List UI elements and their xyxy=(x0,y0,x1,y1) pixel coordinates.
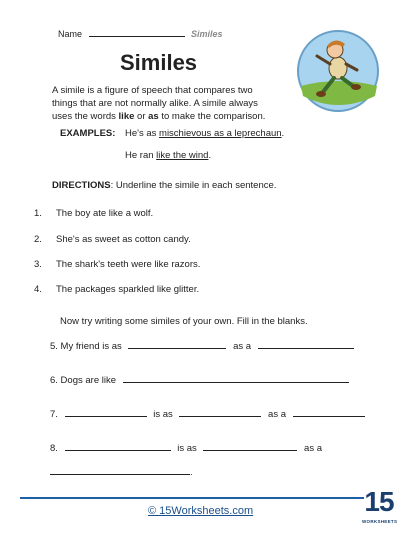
name-blank[interactable] xyxy=(89,26,185,37)
fill-intro: Now try writing some similes of your own. Fill in the blanks. xyxy=(60,316,308,327)
logo-number: 15 xyxy=(364,486,394,517)
name-label: Name xyxy=(58,29,83,39)
example-2 xyxy=(125,149,211,162)
q8-text-c: as a xyxy=(304,443,323,454)
directions xyxy=(52,179,276,192)
sentence-number: 3. xyxy=(34,259,42,270)
sentence-text: The packages sparkled like glitter. xyxy=(56,284,200,295)
directions-text: : Underline the simile in each sentence. xyxy=(110,180,277,191)
topic-label: Similes xyxy=(191,29,223,39)
q6-blank[interactable] xyxy=(123,372,349,383)
q7-blank-3[interactable] xyxy=(293,406,365,417)
question-8 xyxy=(50,440,322,455)
example-1-simile: mischievous as a leprechaun xyxy=(159,128,282,139)
question-8-continued xyxy=(50,464,193,479)
q8-text-a: 8. xyxy=(50,443,58,454)
directions-label: DIRECTIONS xyxy=(52,180,111,191)
example-2-post: . xyxy=(208,150,212,161)
examples-label: EXAMPLES: xyxy=(60,128,116,139)
intro-line-3b: to make the comparison. xyxy=(158,111,266,122)
sentence-number: 2. xyxy=(34,234,42,245)
q7-blank-1[interactable] xyxy=(65,406,147,417)
footer-divider xyxy=(20,497,364,499)
intro-line-1: A simile is a figure of speech that compares two xyxy=(52,85,253,96)
q7-text-b: is as xyxy=(153,409,173,420)
q7-text-c: as a xyxy=(268,409,287,420)
intro-line-3 xyxy=(52,110,292,123)
page-title: Similes xyxy=(120,50,198,75)
sentence-number: 4. xyxy=(34,284,42,295)
q6-text-a: 6. Dogs are like xyxy=(50,375,117,386)
leprechaun-illustration xyxy=(293,26,383,116)
example-1 xyxy=(125,127,284,140)
question-7 xyxy=(50,406,365,421)
q8-blank-1[interactable] xyxy=(65,440,171,451)
q8-blank-2[interactable] xyxy=(203,440,297,451)
footer-copyright-link[interactable]: © 15Worksheets.com xyxy=(148,505,254,517)
q8-blank-3[interactable] xyxy=(50,464,190,475)
intro-line-3a: uses the words xyxy=(52,111,119,122)
question-5 xyxy=(50,338,354,353)
q5-text-a: 5. My friend is as xyxy=(50,341,122,352)
example-1-post: . xyxy=(281,128,285,139)
example-1-pre: He's as xyxy=(125,128,160,139)
15worksheets-logo xyxy=(362,485,396,531)
intro-paragraph xyxy=(52,84,292,123)
example-2-pre: He ran xyxy=(125,150,157,161)
q5-text-b: as a xyxy=(233,341,252,352)
list-item xyxy=(34,283,199,296)
q7-text-a: 7. xyxy=(50,409,58,420)
intro-as: as xyxy=(148,111,159,122)
q8-text-b: is as xyxy=(177,443,197,454)
logo-subtext: WORKSHEETS xyxy=(362,519,398,524)
intro-or: or xyxy=(134,111,149,122)
sentence-text: The boy ate like a wolf. xyxy=(56,208,154,219)
list-item xyxy=(34,233,191,246)
intro-like: like xyxy=(118,111,135,122)
name-row xyxy=(58,26,223,39)
list-item xyxy=(34,258,200,271)
intro-line-2: things that are not normally alike. A simile always xyxy=(52,98,258,109)
sentence-text: She's as sweet as cotton candy. xyxy=(56,234,191,245)
q5-blank-1[interactable] xyxy=(128,338,226,349)
q7-blank-2[interactable] xyxy=(179,406,261,417)
example-2-simile: like the wind xyxy=(156,150,209,161)
sentence-text: The shark's teeth were like razors. xyxy=(56,259,201,270)
running-boy-icon xyxy=(293,26,383,116)
q5-blank-2[interactable] xyxy=(258,338,354,349)
sentence-number: 1. xyxy=(34,208,42,219)
q8-end: . xyxy=(190,467,193,478)
list-item xyxy=(34,207,153,220)
question-6 xyxy=(50,372,349,387)
